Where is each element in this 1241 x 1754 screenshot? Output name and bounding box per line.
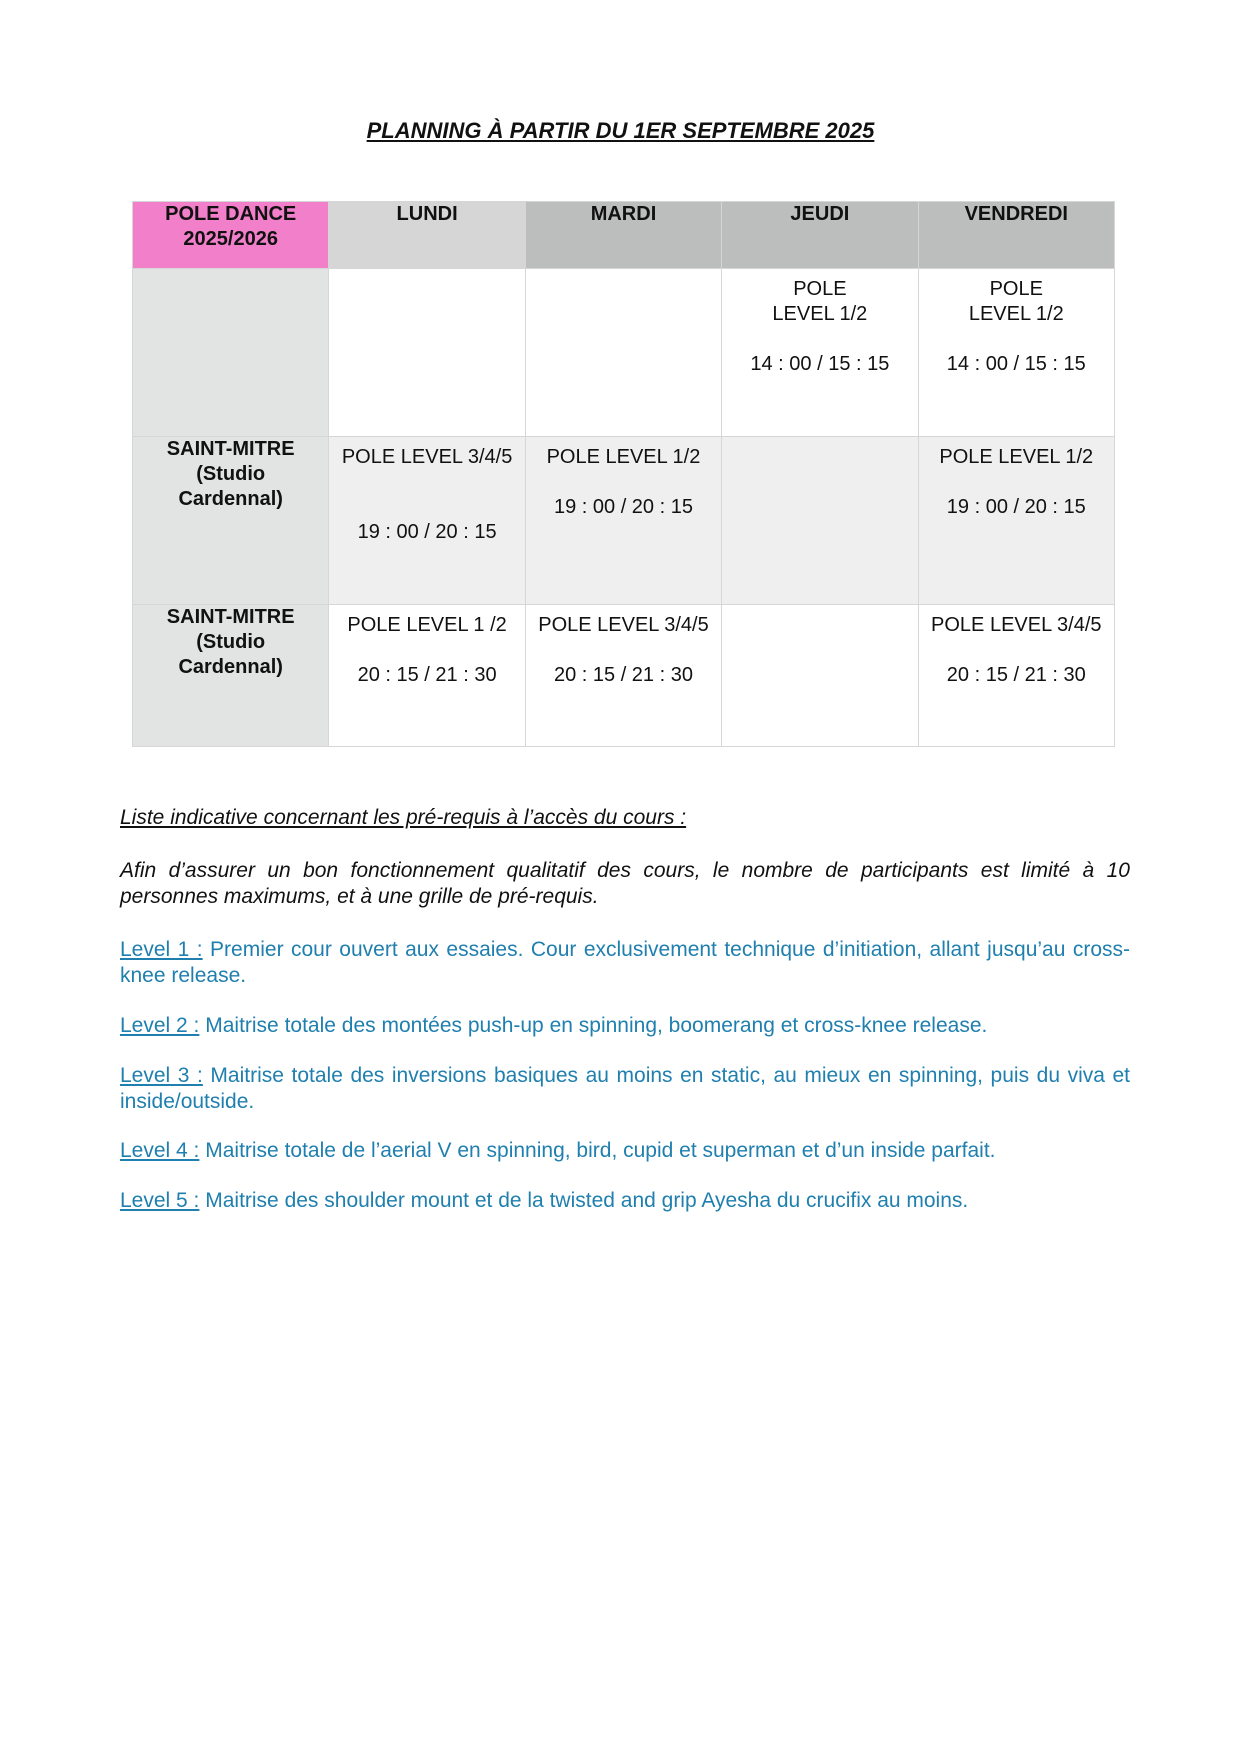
slot-cell-vendredi	[918, 605, 1114, 747]
slot-cell-jeudi	[722, 269, 918, 437]
class-name: POLE LEVEL 1/2	[939, 446, 1094, 468]
level-2-label: Level 2 :	[120, 1014, 200, 1037]
level-5-label: Level 5 :	[120, 1189, 200, 1212]
slot-cell-mardi	[525, 605, 721, 747]
page-title: PLANNING À PARTIR DU 1ER SEPTEMBRE 2025	[366, 118, 875, 143]
table-row	[133, 269, 1115, 437]
class-level: LEVEL 1/2	[968, 303, 1064, 325]
location-cell	[133, 605, 329, 747]
class-time: 19 : 00 / 20 : 15	[946, 496, 1086, 518]
level-5-description	[120, 1188, 1130, 1214]
level-3-label: Level 3 :	[120, 1064, 203, 1087]
class-time: 19 : 00 / 20 : 15	[357, 521, 497, 543]
prerequisites-intro: Afin d’assurer un bon fonctionnement qualitatif des cours, le nombre de participants est limité à 10 personnes maximums, et à une grille de pré-requis.	[120, 859, 1130, 908]
level-1-text: Premier cour ouvert aux essaies. Cour exclusivement technique d’initiation, allant jusqu’au cross-knee release.	[120, 938, 1131, 987]
class-name: POLE	[793, 278, 847, 300]
class-name: POLE	[989, 278, 1043, 300]
level-4-text: Maitrise totale de l’aerial V en spinning, bird, cupid et superman et d’un inside parfait.	[199, 1139, 996, 1162]
corner-line-2: 2025/2026	[183, 228, 278, 250]
corner-line-1: POLE DANCE	[165, 203, 297, 225]
class-name: POLE LEVEL 3/4/5	[931, 614, 1102, 636]
class-name: POLE LEVEL 1 /2	[347, 614, 507, 636]
location-cell	[133, 437, 329, 605]
level-2-description	[120, 1013, 1130, 1039]
level-2-text: Maitrise totale des montées push-up en spinning, boomerang et cross-knee release.	[199, 1014, 988, 1037]
class-name: POLE LEVEL 3/4/5	[538, 614, 709, 636]
class-time: 20 : 15 / 21 : 30	[946, 664, 1086, 686]
class-time: 20 : 15 / 21 : 30	[553, 664, 693, 686]
class-time: 14 : 00 / 15 : 15	[750, 353, 890, 375]
class-name: POLE LEVEL 1/2	[546, 446, 701, 468]
class-level: LEVEL 1/2	[772, 303, 868, 325]
slot-cell-lundi	[329, 437, 525, 605]
location-line: SAINT-MITRE	[166, 606, 295, 628]
slot-cell-vendredi	[918, 437, 1114, 605]
location-line: Cardennal)	[178, 656, 283, 678]
class-time: 19 : 00 / 20 : 15	[553, 496, 693, 518]
level-4-label: Level 4 :	[120, 1139, 200, 1162]
location-line: (Studio	[196, 463, 266, 485]
slot-cell-jeudi	[722, 437, 918, 605]
day-header-lundi: LUNDI	[329, 202, 525, 269]
level-3-text: Maitrise totale des inversions basiques au moins en static, au mieux en spinning, puis du viva et inside/outside.	[120, 1064, 1130, 1113]
slot-cell-lundi	[329, 605, 525, 747]
table-row	[133, 605, 1115, 747]
level-5-text: Maitrise des shoulder mount et de la twisted and grip Ayesha du crucifix au moins.	[199, 1189, 969, 1212]
schedule-table	[132, 201, 1115, 747]
class-time: 14 : 00 / 15 : 15	[946, 353, 1086, 375]
day-header-vendredi: VENDREDI	[918, 202, 1114, 269]
location-cell	[133, 269, 329, 437]
level-3-description	[120, 1063, 1130, 1115]
level-1-label: Level 1 :	[120, 938, 203, 961]
slot-cell-lundi	[329, 269, 525, 437]
slot-cell-mardi	[525, 437, 721, 605]
corner-header	[133, 202, 329, 269]
location-line: Cardennal)	[178, 488, 283, 510]
table-header-row	[133, 202, 1115, 269]
slot-cell-jeudi	[722, 605, 918, 747]
slot-cell-vendredi	[918, 269, 1114, 437]
location-line: SAINT-MITRE	[166, 438, 295, 460]
day-header-jeudi: JEUDI	[722, 202, 918, 269]
location-line: (Studio	[196, 631, 266, 653]
day-header-mardi: MARDI	[525, 202, 721, 269]
level-4-description	[120, 1138, 1130, 1164]
level-1-description	[120, 937, 1130, 989]
class-name: POLE LEVEL 3/4/5	[341, 446, 513, 468]
table-row	[133, 437, 1115, 605]
class-time: 20 : 15 / 21 : 30	[357, 664, 497, 686]
prerequisites-heading: Liste indicative concernant les pré-requis à l’accès du cours :	[120, 806, 687, 829]
slot-cell-mardi	[525, 269, 721, 437]
